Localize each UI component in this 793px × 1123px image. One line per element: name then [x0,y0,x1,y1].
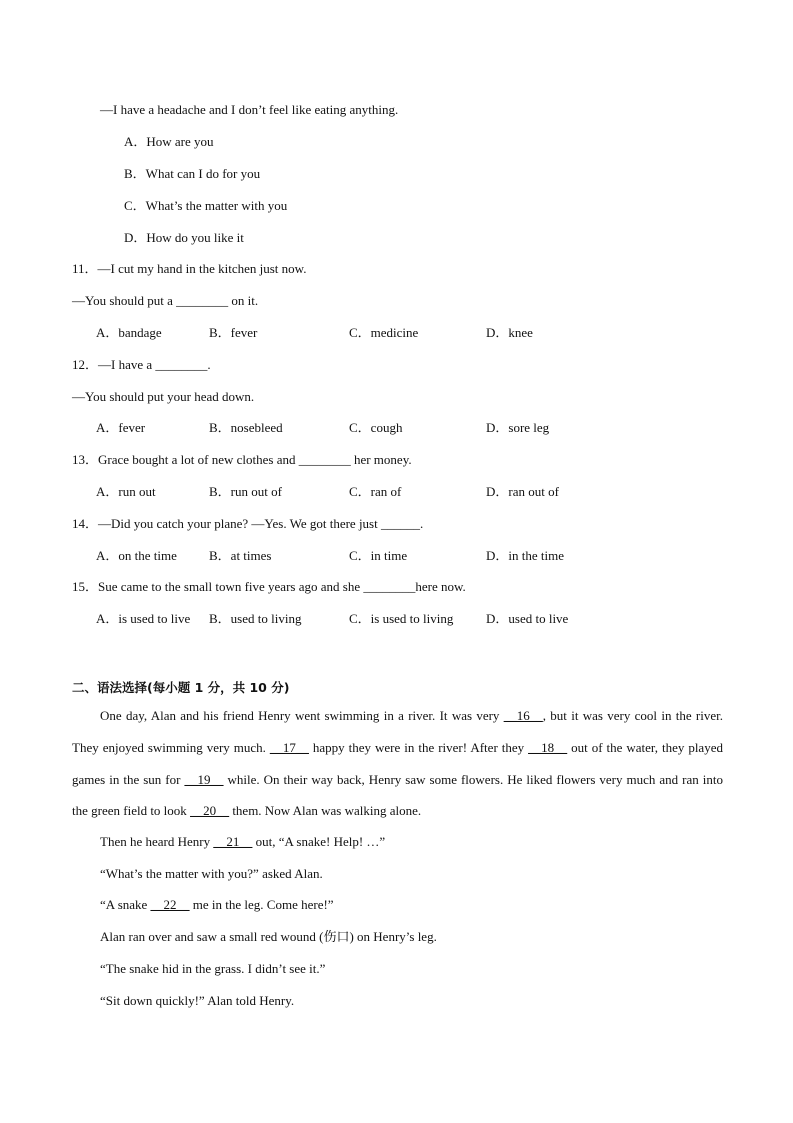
passage-text: me in the leg. Come here!” [189,897,334,912]
blank-20: __20__ [190,803,230,819]
blank-19: __19__ [184,771,224,787]
q12-option-d: D．sore leg [486,420,550,435]
q14-option-d: D．in the time [486,548,564,563]
passage-paragraph-1 [72,700,723,827]
q14-stem: 14．—Did you catch your plane? —Yes. We got there just ______. [72,516,424,531]
q15-option-a: A．is used to live [96,611,191,626]
q12-reply: —You should put your head down. [72,389,255,404]
blank-16: __16__ [503,708,543,723]
q10-option-b: B．What can I do for you [124,166,261,181]
q11-option-c: C．medicine [349,325,419,340]
passage-paragraph-7: “Sit down quickly!” Alan told Henry. [100,993,295,1008]
q11-option-d: D．knee [486,325,533,340]
passage-text: , but it was very cool in the river. They enjoyed swimming very much. [72,708,724,755]
section-heading: 二、语法选择(每小题 1 分，共 10 分) [72,680,290,695]
q12-stem: 12．—I have a ________. [72,357,211,372]
q10-stem: —I have a headache and I don’t feel like eating anything. [100,102,399,117]
q12-option-b: B．nosebleed [209,420,283,435]
passage-paragraph-3: “What’s the matter with you?” asked Alan. [100,866,323,881]
passage-text: out of the water, they played games in the sun for [72,739,723,787]
blank-17: __17__ [269,739,309,755]
q15-option-c: C．is used to living [349,611,454,626]
q15-stem: 15．Sue came to the small town five years ago and she ________here now. [72,579,466,594]
q11-option-a: A．bandage [96,325,162,340]
q13-option-a: A．run out [96,484,156,499]
passage-paragraph-5: Alan ran over and saw a small red wound (伤口) on Henry’s leg. [100,929,437,944]
passage-text: while. On their way back, Henry saw some flowers. He liked flowers very much and ran into the green field to look [72,771,724,819]
passage-paragraph-6: “The snake hid in the grass. I didn’t see it.” [100,961,326,976]
q13-option-b: B．run out of [209,484,282,499]
passage-paragraph-2 [100,834,385,850]
passage-text: happy they were in the river! After they [308,739,529,755]
q14-option-c: C．in time [349,548,408,563]
passage-text: them. Now Alan was walking alone. [229,803,422,819]
blank-22: __22__ [150,897,190,912]
q12-option-a: A．fever [96,420,146,435]
passage-text: Then he heard Henry [100,834,214,849]
q10-option-a: A．How are you [124,134,214,149]
blank-18: __18__ [528,739,568,755]
q14-option-a: A．on the time [96,548,177,563]
q13-option-d: D．ran out of [486,484,559,499]
q12-option-c: C．cough [349,420,403,435]
q11-stem: 11．—I cut my hand in the kitchen just now. [72,261,307,276]
q13-option-c: C．ran of [349,484,402,499]
passage-text: out, “A snake! Help! …” [252,834,386,849]
q10-option-c: C．What’s the matter with you [124,198,288,213]
passage-text: One day, Alan and his friend Henry went swimming in a river. It was very [100,708,504,723]
passage-paragraph-4 [100,897,334,913]
q15-option-b: B．used to living [209,611,302,626]
q15-option-d: D．used to live [486,611,569,626]
q14-option-b: B．at times [209,548,272,563]
q10-option-d: D．How do you like it [124,230,244,245]
q11-reply: —You should put a ________ on it. [72,293,259,308]
passage-text: “A snake [100,897,151,912]
blank-21: __21__ [213,834,253,849]
q13-stem: 13．Grace bought a lot of new clothes and ________ her money. [72,452,412,467]
q11-option-b: B．fever [209,325,258,340]
